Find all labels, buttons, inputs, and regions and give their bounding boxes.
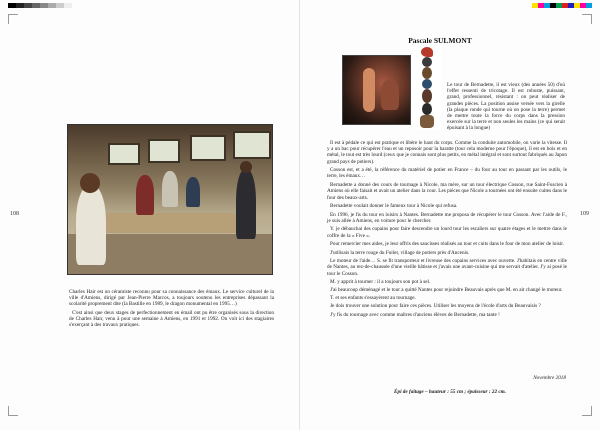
photo-caption: Épi de faîtage – hauteur : 55 cm ; épaisseur : 22 cm. — [394, 389, 506, 395]
paragraph: J'utilisais la terre rouge du Fuilet, village de potiers près d'Ancenis. — [330, 250, 470, 257]
paragraph: Pour remercier mes aides, je leur offris des saucisses réalisés au tour et cuits dans le four de mon atelier de loisir. — [330, 240, 564, 247]
calibration-swatch — [64, 3, 72, 8]
page-number: 109 — [580, 211, 589, 217]
right-page-body-text — [327, 140, 567, 320]
paragraph: Le moteur de l'aide… S. se fit transporteur et livreuse des copains services avec ouverte. J'habitais en centre ville de Nantes, au rez-de-chaussée d'une vieille bâtisse et j'avais une avant-cuisine qui me servait d'atelier. J'y ai posé le tour le Cosson. — [327, 258, 567, 277]
crop-mark — [591, 406, 592, 416]
pottery-photo — [342, 55, 411, 125]
paragraph: Bernadette voulait donner le fameux tour à Nicole qui refusa. — [330, 202, 458, 209]
crop-mark — [8, 415, 18, 416]
grayscale-calibration-bar — [8, 3, 72, 8]
paragraph: Le tour de Bernadette, il est vieux (des années 50) d'où l'effet ressenti de tricotage. Il est robuste, puissant, grand, professionnel, résistant : on peut réaliser de grandes pièces. La position assise versée vers la girelle (la plaque ronde qui tourne où on pose la terre) permet de mettre toute la force du corps dans la pression exercée sur la terre et non seules les mains (ce qui serait épuisant à la longue) — [447, 82, 565, 132]
author-heading: Pascale SULMONT — [408, 36, 472, 45]
calibration-swatch — [586, 3, 592, 8]
date-signoff: Novembre 2018 — [533, 375, 566, 381]
calibration-swatch — [16, 3, 24, 8]
page-number: 108 — [10, 211, 19, 217]
calibration-swatch — [8, 3, 16, 8]
calibration-swatch — [56, 3, 64, 8]
paragraph: M. y apprit à tourner : il a toujours son pot à sel. — [330, 278, 431, 285]
paragraph: T. et ses enfants s'essayèrent au tournage. — [330, 295, 416, 302]
calibration-swatch — [24, 3, 32, 8]
color-calibration-bar — [532, 3, 592, 8]
calibration-swatch — [32, 3, 40, 8]
paragraph: C'est ainsi que deux stages de perfectionnement en émail ont pu être organisés sous la direction de Charles Hair, venu à pour une semaine à Amiens, en 1991 et 1992. On voit ici des stagiaires s'exerçant à des travaux pratiques. — [69, 309, 274, 329]
calibration-swatch — [40, 3, 48, 8]
paragraph: J'y fis du tournage avec comme maîtres d'anciens élèves de Bernadette, ma tante ! — [330, 311, 500, 318]
left-page-body-text — [69, 289, 274, 330]
workshop-photo — [67, 124, 273, 275]
crop-mark — [8, 14, 18, 15]
paragraph: Je dois trouver une solution pour faire ces pièces. Utiliser les moyens de l'école d'arts du Beauvaisis ? — [330, 303, 541, 310]
intro-text — [447, 82, 565, 134]
crop-mark — [8, 14, 9, 24]
paragraph: Il est à pédale ce qui est pratique et libère le haut du corps. Comme la conduite automobile, on varie la vitesse. Il y a un bac pour récupérer l'eau et un reposoir pour la baratte (tour cela moderne pour l'époque), il est en bois et en métal, le tout est très lourd (ceux que je connais sont plus petits, en métal intégral et sont surtout fabriqués au Japon grand pays de potiers). — [327, 140, 567, 165]
paragraph: Y. je débauchai des copains pour faire descendre un lourd tour les escaliers sur quatre étages et le mettre dans le coffre de la « Five ». — [327, 226, 567, 239]
finial-sculpture-photo — [413, 45, 441, 130]
paragraph: Bernadette a donné des cours de tournage à Nicole, ma mère, sur un tour électrique Cosson, rue Saint-Fuscien à Amiens où elle faisait et avait un atelier dans la cour. Les pièces que Nicole a tournées ont été ensuite cuites dans le four des beaux-arts. — [327, 182, 567, 201]
paragraph: J'ai beaucoup déménagé et le tour a quitté Nantes pour rejoindre Beauvais après que M. en ait changé le moteur. — [330, 287, 563, 294]
paragraph: En 1996, je fis du tour en loisirs à Nantes. Bernadette me proposa de récupérer le tour Cosson. Avec l'aide de F., je suis allée à Amiens, en voiture pour le chercher. — [327, 212, 567, 225]
crop-mark — [8, 406, 9, 416]
crop-mark — [591, 14, 592, 24]
calibration-swatch — [48, 3, 56, 8]
paragraph: Cosson est, et a été, la référence du matériel de potier en France – du four au tour en passant par les outils, le terre, les émaux… — [327, 166, 567, 180]
paragraph: Charles Hair est un céramiste reconnu pour sa connaissance des émaux. Le service culturel de la ville d'Amiens, dirigé par Jean-Pierre Marcos, a toujours soutenu les entreprises dépassant la scolarité proprement dite (la Bastille en 1989, le dragon monumental en 1995…) — [69, 289, 274, 308]
